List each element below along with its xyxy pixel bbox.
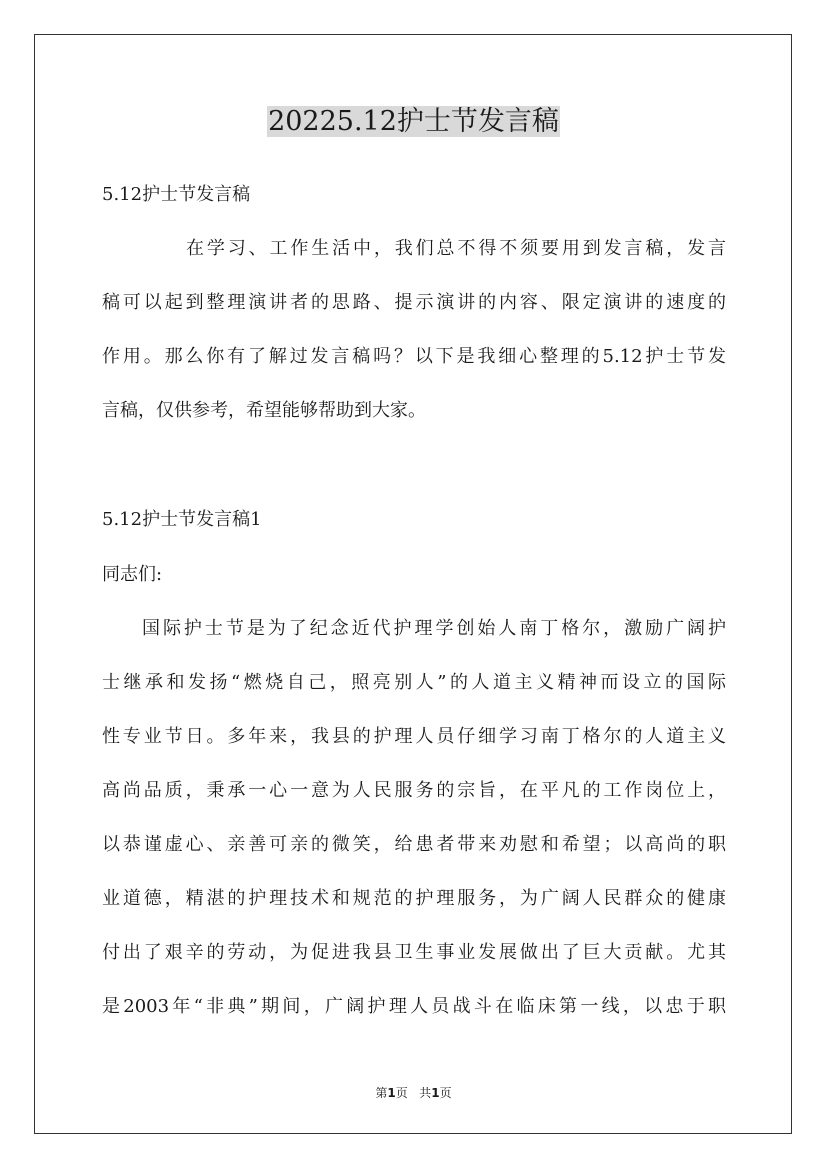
body-line-6: 业道德，精湛的护理技术和规范的护理服务，为广阔人民群众的健康 bbox=[102, 888, 726, 909]
body-line-5: 以恭谨虚心、亲善可亲的微笑，给患者带来劝慰和希望；以高尚的职 bbox=[102, 834, 726, 855]
footer-page-number: 1 bbox=[387, 1086, 396, 1100]
footer-page-mid: 页 共 bbox=[395, 1086, 432, 1100]
intro-line-1: 在学习、工作生活中，我们总不得不须要用到发言稿，发言 bbox=[186, 238, 726, 259]
document-title-text: 20225.12护士节发言稿 bbox=[268, 106, 559, 137]
intro-line-3: 作用。那么你有了解过发言稿吗？以下是我细心整理的5.12护士节发 bbox=[102, 346, 726, 367]
body-line-4: 高尚品质，秉承一心一意为人民服务的宗旨，在平凡的工作岗位上， bbox=[102, 780, 726, 801]
page-footer bbox=[0, 1084, 827, 1102]
intro-line-4: 言稿，仅供参考，希望能够帮助到大家。 bbox=[102, 400, 426, 421]
footer-page-total: 1 bbox=[431, 1086, 440, 1100]
document-title bbox=[0, 100, 827, 144]
body-line-7: 付出了艰辛的劳动，为促进我县卫生事业发展做出了巨大贡献。尤其 bbox=[102, 942, 726, 963]
body-line-8: 是2003年“非典”期间，广阔护理人员战斗在临床第一线，以忠于职 bbox=[102, 996, 726, 1017]
footer-page-suffix: 页 bbox=[439, 1086, 452, 1100]
section-heading: 5.12护士节发言稿1 bbox=[102, 509, 262, 530]
intro-line-2: 稿可以起到整理演讲者的思路、提示演讲的内容、限定演讲的速度的 bbox=[102, 292, 726, 313]
body-line-1: 国际护士节是为了纪念近代护理学创始人南丁格尔，激励广阔护 bbox=[142, 618, 726, 639]
body-line-2: 士继承和发扬“燃烧自己，照亮别人”的人道主义精神而设立的国际 bbox=[102, 672, 726, 693]
body-line-3: 性专业节日。多年来，我县的护理人员仔细学习南丁格尔的人道主义 bbox=[102, 726, 726, 747]
salutation: 同志们: bbox=[102, 564, 163, 585]
subheading: 5.12护士节发言稿 bbox=[102, 184, 251, 205]
footer-page-prefix: 第 bbox=[375, 1086, 388, 1100]
